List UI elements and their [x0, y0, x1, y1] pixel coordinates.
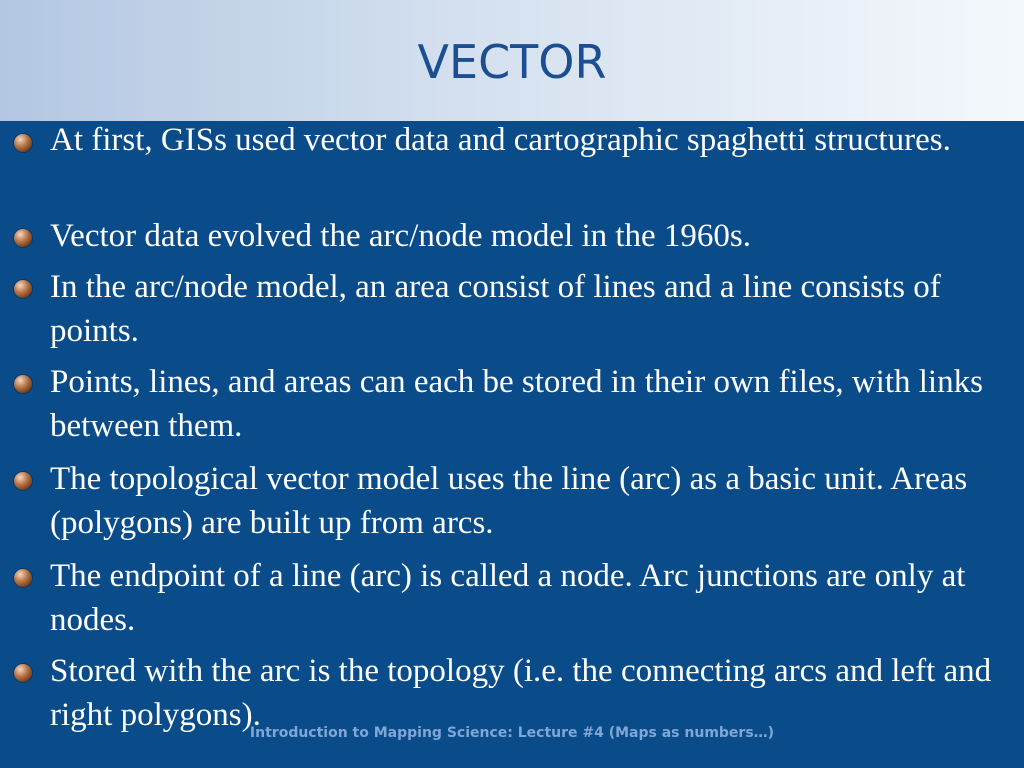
- title-bar: [0, 0, 1024, 121]
- footer-text: Introduction to Mapping Science: Lecture #4 (Maps as numbers…): [249, 725, 775, 741]
- bullet-text: The endpoint of a line (arc) is called a node. Arc junctions are only at nodes.: [50, 558, 966, 638]
- bullet-icon: [14, 229, 32, 247]
- bullet-icon: [14, 280, 32, 298]
- bullet-icon: [14, 472, 32, 490]
- bullet-text: In the arc/node model, an area consist of lines and a line consists of points.: [50, 269, 941, 349]
- bullet-text: At first, GISs used vector data and cartographic spaghetti structures.: [50, 122, 951, 158]
- bullet-icon: [14, 569, 32, 587]
- bullet-text: Vector data evolved the arc/node model in the 1960s.: [50, 218, 752, 254]
- slide-title: VECTOR: [417, 35, 607, 89]
- bullet-text: Points, lines, and areas can each be stored in their own files, with links between them.: [50, 364, 983, 444]
- bullet-text: Stored with the arc is the topology (i.e. the connecting arcs and left and right polygons).: [50, 653, 992, 733]
- bullet-icon: [14, 664, 32, 682]
- bullet-icon: [14, 134, 32, 152]
- bullet-text: The topological vector model uses the line (arc) as a basic unit. Areas (polygons) are built up from arcs.: [50, 461, 968, 541]
- bullet-icon: [14, 375, 32, 393]
- slide-content: [0, 121, 1024, 768]
